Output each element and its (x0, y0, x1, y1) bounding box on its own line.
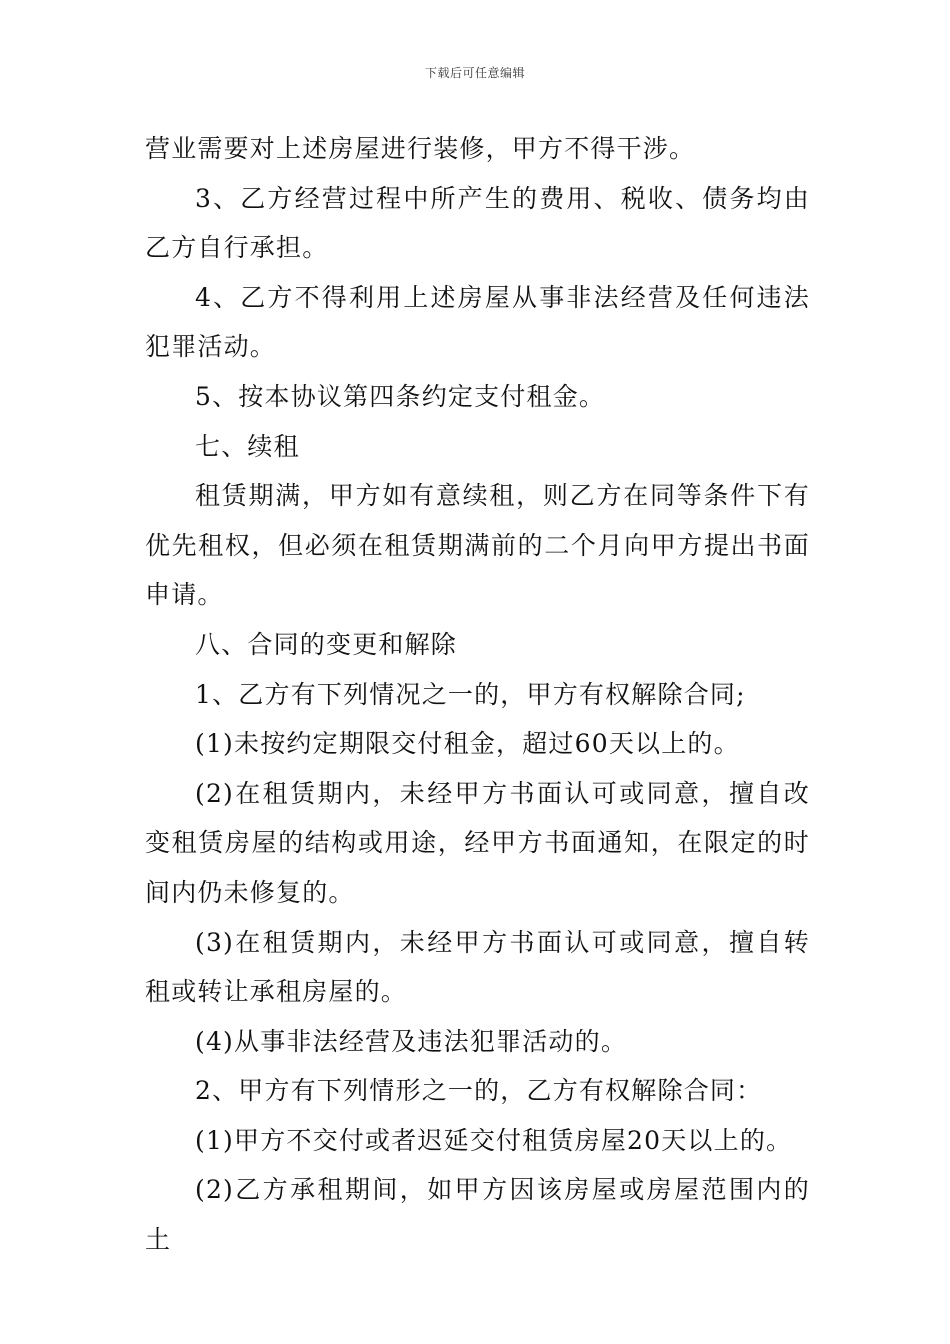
paragraph-11: (3)在租赁期内，未经甲方书面认可或同意，擅自转租或转让承租房屋的。 (145, 927, 810, 1007)
paragraph-12: (4)从事非法经营及违法犯罪活动的。 (195, 1026, 628, 1056)
paragraph-2: 3、乙方经营过程中所产生的费用、税收、债务均由乙方自行承担。 (145, 183, 810, 263)
section-heading-renewal: 七、续租 (195, 431, 300, 461)
paragraph-8: 1、乙方有下列情况之一的，甲方有权解除合同; (195, 679, 746, 709)
paragraph-6: 租赁期满，甲方如有意续租，则乙方在同等条件下有优先租权，但必须在租赁期满前的二个月向甲方提出书面申请。 (145, 481, 810, 610)
paragraph-10: (2)在租赁期内，未经甲方书面认可或同意，擅自改变租赁房屋的结构或用途，经甲方书面通知，在限定的时间内仍未修复的。 (145, 778, 810, 907)
paragraph-14: (1)甲方不交付或者迟延交付租赁房屋20天以上的。 (195, 1125, 793, 1155)
paragraph-13: 2、甲方有下列情形之一的，乙方有权解除合同： (195, 1076, 763, 1106)
paragraph-9: (1)未按约定期限交付租金，超过60天以上的。 (195, 729, 740, 759)
document-body (145, 124, 810, 1265)
paragraph-15: (2)乙方承租期间，如甲方因该房屋或房屋范围内的土 (145, 1175, 810, 1255)
paragraph-4: 5、按本协议第四条约定支付租金。 (195, 381, 606, 411)
paragraph-1: 营业需要对上述房屋进行装修，甲方不得干涉。 (145, 134, 696, 163)
page-header: 下载后可任意编辑 (424, 66, 525, 80)
paragraph-3: 4、乙方不得利用上述房屋从事非法经营及任何违法犯罪活动。 (145, 282, 810, 362)
section-heading-termination: 八、合同的变更和解除 (195, 629, 458, 659)
